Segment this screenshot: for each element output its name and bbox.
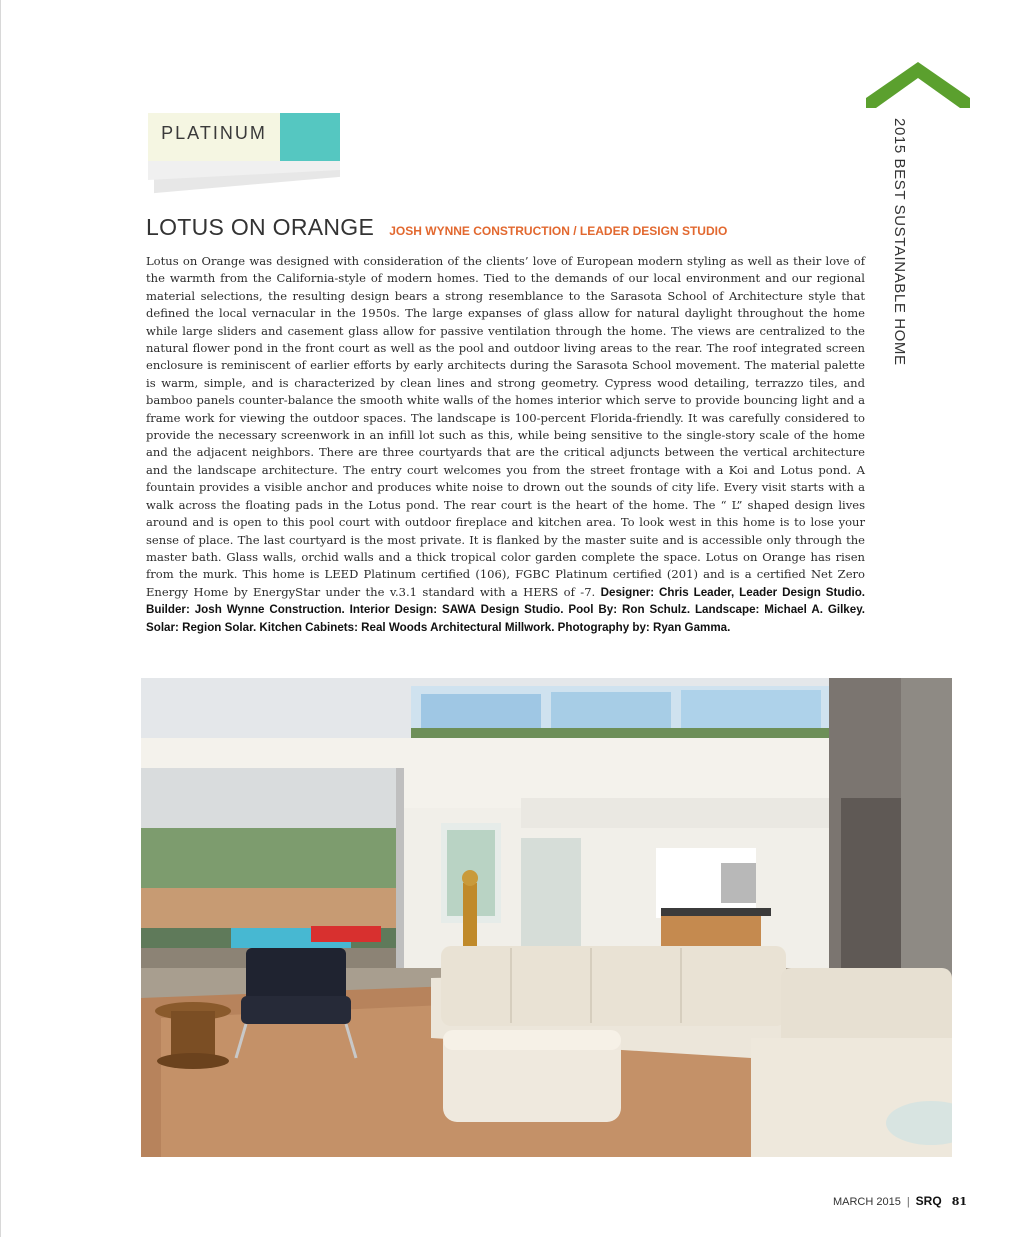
badge-label: PLATINUM: [161, 123, 267, 143]
article-title: LOTUS ON ORANGE: [146, 214, 375, 240]
page-edge: [0, 0, 1, 1237]
page-number: 81: [951, 1195, 967, 1208]
footer-date: MARCH 2015: [832, 1196, 901, 1208]
article-body: [146, 253, 865, 636]
footer-magazine: SRQ: [915, 1194, 942, 1208]
badge-accent-block: [280, 113, 340, 161]
article-body-text: Lotus on Orange was designed with consideration of the clients’ love of European modern styling as well as their love of the warmth from the California-style of modern homes. Tied to the demands of our local environment and our regional material selections, the resulting design bears a strong resemblance to the Sarasota School of Architecture style that defined the local vernacular in the 1950s. The large expanses of glass allow for natural daylight throughout the home while large sliders and casement glass allow for passive ventilation through the home. The views are centralized to the natural flower pond in the front court as well as the pool and outdoor living areas to the rear. The roof integrated screen enclosure is reminiscent of earlier efforts by early architects during the Sarasota School movement. The material palette is warm, simple, and is characterized by clean lines and strong geometry. Cypress wood detailing, terrazzo tiles, and bamboo panels counter-balance the smooth white walls of the homes interior which serve to provide bouncing light and a frame work for viewing the outdoor spaces. The landscape is 100-percent Florida-friendly. It was carefully considered to provide the necessary screenwork in an infill lot such as this, while being sensitive to the single-story scale of the home and the adjacent neighbors. There are three courtyards that are the critical adjuncts between the vertical architecture and the landscape architecture. The entry court welcomes you from the street frontage with a Koi and Lotus pond. A fountain provides a visible anchor and produces white noise to drown out the sounds of city life. Every visit starts with a walk across the floating pads in the Lotus pond. The rear court is the heart of the home. The “ L” shaped design lives around and is open to this pool court with outdoor fireplace and kitchen area. To look west in this home is to lose your sense of place. The last courtyard is the most private. It is flanked by the master suite and is accessible only through the master bath. Glass walls, orchid walls and a thick tropical color garden complete the space. Lotus on Orange has risen from the murk. This home is LEED Platinum certified (106), FGBC Platinum certified (201) and is a certified Net Zero Energy Home by EnergyStar under the v.3.1 standard with a HERS of -7.: [146, 254, 865, 599]
platinum-badge: [148, 113, 348, 193]
article-subtitle: JOSH WYNNE CONSTRUCTION / LEADER DESIGN STUDIO: [389, 224, 728, 238]
article-credits: Designer: Chris Leader, Leader Design Studio. Builder: Josh Wynne Construction. Interior Design: SAWA Design Studio. Pool By: Ron Schulz. Landscape: Michael A. Gilkey. Solar: Region Solar. Kitchen Cabinets: Real Woods Architectural Millwork. Photography by: Ryan Gamma.: [146, 585, 866, 634]
footer-separator: |: [906, 1196, 910, 1208]
interior-photo: [141, 678, 952, 1157]
side-banner-title: 2015 BEST SUSTAINABLE HOME: [891, 118, 908, 366]
chevron-up-icon: [864, 62, 972, 114]
page-footer: [833, 1194, 967, 1208]
article-heading: [146, 214, 727, 241]
